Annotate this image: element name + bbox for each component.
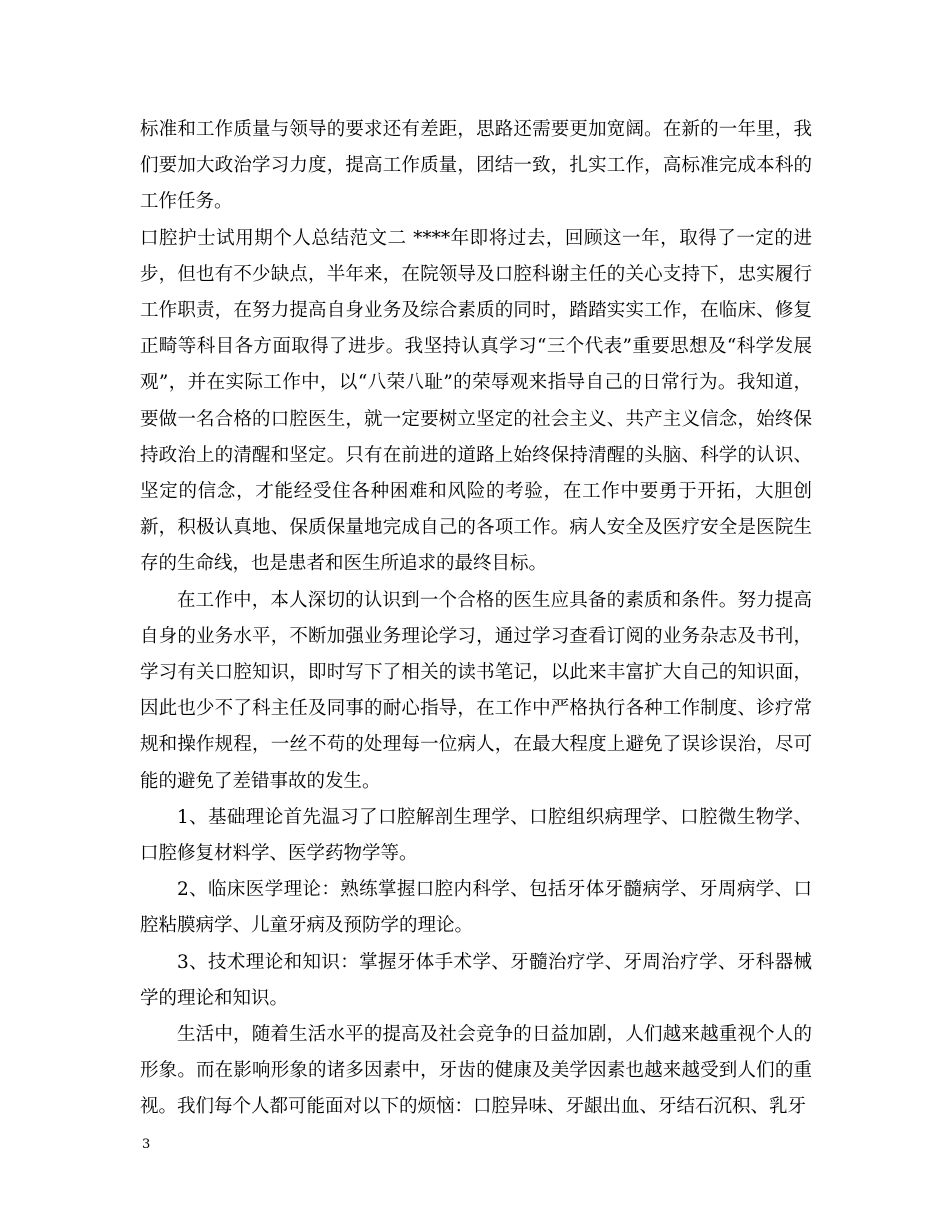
- list-item-clinical-theory: 2、临床医学理论：熟练掌握口腔内科学、包括牙体牙髓病学、牙周病学、口腔粘膜病学、儿童牙病及预防学的理论。: [140, 879, 812, 937]
- list-item-technical-theory: 3、技术理论和知识：掌握牙体手术学、牙髓治疗学、牙周治疗学、牙科器械学的理论和知识。: [140, 951, 812, 1009]
- paragraph-life: 生活中，随着生活水平的提高及社会竞争的日益加剧，人们越来越重视个人的形象。而在影响形象的诸多因素中，牙齿的健康及美学因素也越来越受到人们的重视。我们每个人都可能面对以下的烦恼：口腔异味、牙龈出血、牙结石沉积、乳牙: [140, 1024, 812, 1118]
- page-number: 3: [142, 1137, 151, 1152]
- paragraph-section-two-text: ****年即将过去，回顾这一年，取得了一定的进步，但也有不少缺点，半年来，在院领导及口腔科谢主任的关心支持下，忠实履行工作职责，在努力提高自身业务及综合素质的同时，踏踏实实工作，在临床、修复正畸等科目各方面取得了进步。我坚持认真学习“三个代表”重要思想及“科学发展观”，并在实际工作中，以“八荣八耻”的荣辱观来指导自己的日常行为。我知道，要做一名合格的口腔医生，就一定要树立坚定的社会主义、共产主义信念，始终保持政治上的清醒和坚定。只有在前进的道路上始终保持清醒的头脑、科学的认识、坚定的信念，才能经受住各种困难和风险的考验，在工作中要勇于开拓，大胆创新，积极认真地、保质保量地完成自己的各项工作。病人安全及医疗安全是医院生存的生命线，也是患者和医生所追求的最终目标。: [140, 227, 812, 575]
- paragraph-work-awareness: 在工作中，本人深切的认识到一个合格的医生应具备的素质和条件。努力提高自身的业务水平，不断加强业务理论学习，通过学习查看订阅的业务杂志及书刊，学习有关口腔知识，即时写下了相关的读书笔记，以此来丰富扩大自己的知识面，因此也少不了科主任及同事的耐心指导，在工作中严格执行各种工作制度、诊疗常规和操作规程，一丝不苟的处理每一位病人，在最大程度上避免了误诊误治，尽可能的避免了差错事故的发生。: [140, 589, 812, 792]
- section-heading: 口腔护士试用期个人总结范文二: [140, 227, 407, 249]
- paragraph-section-two: [140, 221, 812, 583]
- list-item-basic-theory: 1、基础理论首先温习了口腔解剖生理学、口腔组织病理学、口腔微生物学、口腔修复材料学、医学药物学等。: [140, 806, 812, 865]
- document-body: [140, 112, 812, 1126]
- paragraph-continuation: 标准和工作质量与领导的要求还有差距，思路还需要更加宽阔。在新的一年里，我们要加大政治学习力度，提高工作质量，团结一致，扎实工作，高标准完成本科的工作任务。: [140, 119, 812, 213]
